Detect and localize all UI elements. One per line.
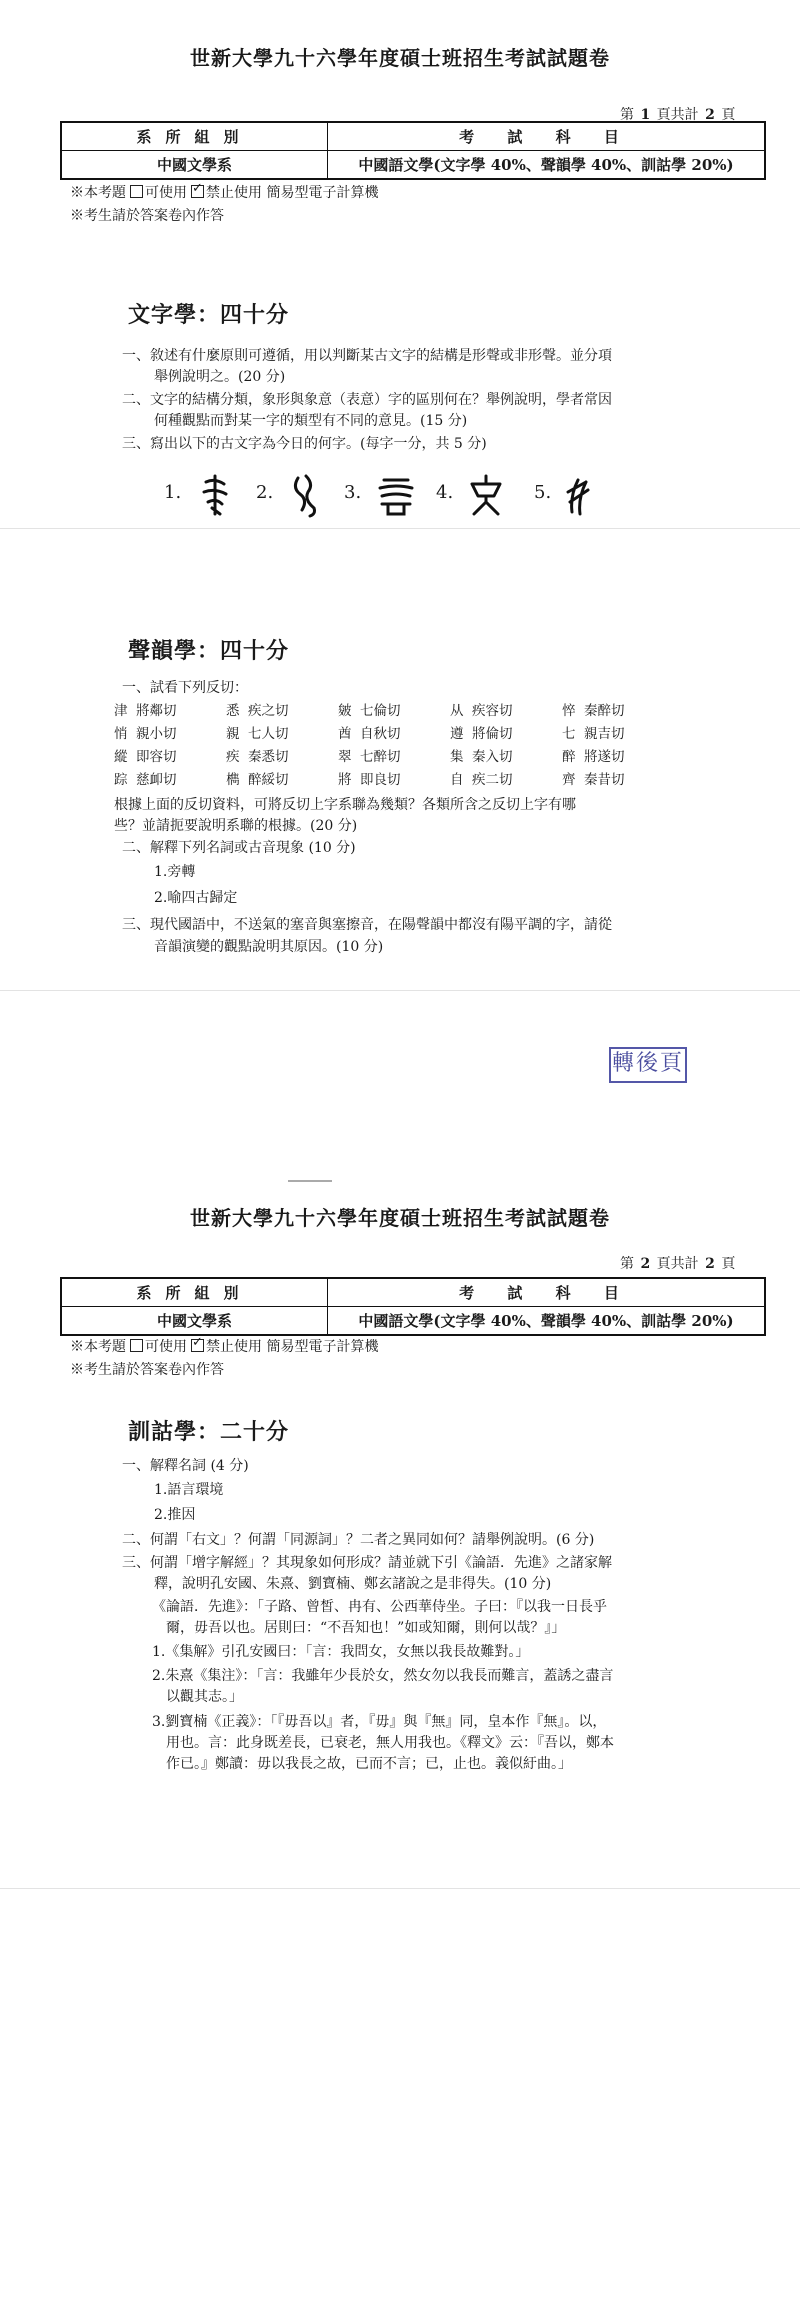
commentary-3-line2: 用也。言：此身既差長，已衰老，無人用我也。《釋文》云：『吾以，鄭本 <box>166 1735 614 1751</box>
glyph-number-4: 4. <box>436 482 454 503</box>
ancient-glyph-1-icon <box>198 472 232 518</box>
exam-header-table <box>60 1277 766 1336</box>
page-num: 2 <box>640 1256 651 1272</box>
exam-title: 世新大學九十六學年度碩士班招生考試試題卷 <box>190 1206 610 1230</box>
dept-value: 中國文學系 <box>61 1307 328 1336</box>
fanqie-char: 醉 <box>562 748 576 765</box>
allowed-label: 可使用 <box>145 185 187 201</box>
fanqie-char: 翠 <box>338 748 352 765</box>
page-total: 2 <box>705 1256 715 1272</box>
wenzi-q2-line2: 何種觀點而對某一字的類型有不同的意見。(15 分) <box>154 413 468 429</box>
commentary-3-line1: 3.劉寶楠《正義》：「『毋吾以』者，『毋』與『無』同，皇本作『無』。以， <box>152 1714 607 1730</box>
allowed-label: 可使用 <box>145 1339 187 1355</box>
fanqie-reading: 慈卹切 <box>136 771 177 788</box>
section-title-shengyun: 聲韻學：四十分 <box>128 638 290 664</box>
exam-title: 世新大學九十六學年度碩士班招生考試試題卷 <box>190 46 610 70</box>
fanqie-reading: 將遂切 <box>584 748 625 765</box>
fanqie-char: 津 <box>114 702 128 719</box>
ancient-glyph-2-icon <box>288 472 320 518</box>
answer-note: ※考生請於答案卷內作答 <box>70 1362 224 1378</box>
fanqie-char: 从 <box>450 702 464 719</box>
forbidden-label: 禁止使用 <box>206 1339 262 1355</box>
col-subject-header: 考 試 科 目 <box>328 122 766 151</box>
page-label-mid: 頁共計 <box>656 107 699 123</box>
subject-value: 中國語文學(文字學 40%、聲韻學 40%、訓詁學 20%) <box>328 1307 766 1336</box>
wenzi-q2-line1: 二、文字的結構分類，象形與象意（表意）字的區別何在？舉例說明，學者常因 <box>122 392 612 408</box>
glyph-number-2: 2. <box>256 482 274 503</box>
fanqie-reading: 秦悉切 <box>248 748 289 765</box>
fanqie-char: 集 <box>450 748 464 765</box>
commentary-2-line1: 2.朱熹《集注》：「言：我雖年少長於女，然女勿以我長而難言，蓋誘之盡言 <box>152 1668 614 1684</box>
fanqie-table <box>114 697 674 789</box>
fanqie-char: 自 <box>450 771 464 788</box>
fanqie-char: 皴 <box>338 702 352 719</box>
xungu-q3-line2: 釋，說明孔安國、朱熹、劉寶楠、鄭玄諸說之是非得失。(10 分) <box>154 1576 552 1592</box>
page-num: 1 <box>640 107 651 123</box>
fanqie-char: 踪 <box>114 771 128 788</box>
calc-prefix: ※本考題 <box>70 1339 126 1355</box>
calculator-note <box>70 1336 378 1356</box>
calc-suffix: 簡易型電子計算機 <box>266 185 379 201</box>
commentary-1: 1.《集解》引孔安國曰：「言：我問女，女無以我長故難對。」 <box>152 1644 530 1660</box>
fanqie-row <box>114 720 674 743</box>
ancient-glyph-4-icon <box>466 472 506 518</box>
fanqie-char: 悉 <box>226 702 240 719</box>
fanqie-reading: 即良切 <box>360 771 401 788</box>
calc-suffix: 簡易型電子計算機 <box>266 1339 379 1355</box>
exam-page-1 <box>0 0 800 1000</box>
lunyu-quote-line1: 《論語．先進》：「子路、曾皙、冉有、公西華侍坐。子曰：『以我一日長乎 <box>152 1599 607 1615</box>
fanqie-char: 親 <box>226 725 240 742</box>
fanqie-row <box>114 766 674 789</box>
glyph-number-1: 1. <box>164 482 182 503</box>
fanqie-reading: 疾二切 <box>472 771 513 788</box>
fanqie-reading: 親小切 <box>136 725 177 742</box>
shengyun-q1-line2: 根據上面的反切資料，可將反切上字系聯為幾類？各類所含之反切上字有哪 <box>114 797 576 813</box>
fanqie-reading: 將倫切 <box>472 725 513 742</box>
xungu-q3-line1: 三、何謂「增字解經」？其現象如何形成？請並就下引《論語．先進》之諸家解 <box>122 1555 612 1571</box>
section-title-xungu: 訓詁學：二十分 <box>128 1419 290 1445</box>
forbidden-checkbox-checked <box>191 1339 204 1352</box>
ancient-glyph-3-icon <box>376 472 416 518</box>
forbidden-checkbox-checked <box>191 185 204 198</box>
ancient-glyph-5-icon <box>564 472 594 518</box>
section-divider <box>0 1888 800 1889</box>
page-label-mid: 頁共計 <box>656 1256 699 1272</box>
fanqie-char: 酋 <box>338 725 352 742</box>
shengyun-q3-line2: 音韻演變的觀點說明其原因。(10 分) <box>154 939 384 955</box>
fanqie-reading: 七倫切 <box>360 702 401 719</box>
page-label-suffix: 頁 <box>721 107 736 123</box>
fanqie-reading: 七醉切 <box>360 748 401 765</box>
fanqie-char: 疾 <box>226 748 240 765</box>
shengyun-q3-line1: 三、現代國語中，不送氣的塞音與塞擦音，在陽聲韻中都沒有陽平調的字，請從 <box>122 917 612 933</box>
ancient-glyph-row <box>160 472 600 522</box>
wenzi-q1-line2: 舉例說明之。(20 分) <box>154 369 286 385</box>
commentary-2-line2: 以觀其志。」 <box>166 1689 243 1705</box>
fanqie-reading: 疾容切 <box>472 702 513 719</box>
page-total: 2 <box>705 107 715 123</box>
fanqie-char: 縱 <box>114 748 128 765</box>
fanqie-char: 七 <box>562 725 576 742</box>
exam-page-2 <box>0 1150 800 1910</box>
forbidden-label: 禁止使用 <box>206 185 262 201</box>
calc-prefix: ※本考題 <box>70 185 126 201</box>
page-label-prefix: 第 <box>620 107 634 123</box>
calculator-note <box>70 182 378 202</box>
col-dept-header: 系所組別 <box>61 122 328 151</box>
fanqie-row <box>114 743 674 766</box>
page-number <box>620 1253 735 1273</box>
page-label-prefix: 第 <box>620 1256 634 1272</box>
shengyun-q2-item-1: 1.旁轉 <box>154 864 196 880</box>
fanqie-row <box>114 697 674 720</box>
page-label-suffix: 頁 <box>721 1256 736 1272</box>
fanqie-reading: 疾之切 <box>248 702 289 719</box>
section-divider <box>0 528 800 529</box>
subject-value: 中國語文學(文字學 40%、聲韻學 40%、訓詁學 20%) <box>328 151 766 180</box>
answer-note: ※考生請於答案卷內作答 <box>70 208 224 224</box>
fanqie-reading: 秦醉切 <box>584 702 625 719</box>
glyph-number-5: 5. <box>534 482 552 503</box>
fanqie-reading: 將鄰切 <box>136 702 177 719</box>
shengyun-q2-item-2: 2.喻四古歸定 <box>154 890 238 906</box>
wenzi-q1-line1: 一、敘述有什麼原則可遵循，用以判斷某古文字的結構是形聲或非形聲。並分項 <box>122 348 612 364</box>
fanqie-char: 將 <box>338 771 352 788</box>
fanqie-reading: 自秋切 <box>360 725 401 742</box>
fanqie-reading: 即容切 <box>136 748 177 765</box>
turn-page-stamp: 轉後頁 <box>609 1047 687 1083</box>
xungu-q1-item-2: 2.推因 <box>154 1507 196 1523</box>
allowed-checkbox <box>130 1339 143 1352</box>
fanqie-reading: 秦入切 <box>472 748 513 765</box>
xungu-q1-item-1: 1.語言環境 <box>154 1482 224 1498</box>
fanqie-reading: 醉綏切 <box>248 771 289 788</box>
wenzi-q3: 三、寫出以下的古文字為今日的何字。(每字一分，共 5 分) <box>122 436 487 452</box>
section-divider <box>0 990 800 991</box>
dept-value: 中國文學系 <box>61 151 328 180</box>
fanqie-char: 悄 <box>114 725 128 742</box>
fanqie-char: 遵 <box>450 725 464 742</box>
shengyun-q1-line3: 些？並請扼要說明系聯的根據。(20 分) <box>114 818 358 834</box>
fanqie-char: 悴 <box>562 702 576 719</box>
fanqie-char: 檇 <box>226 771 240 788</box>
col-subject-header: 考 試 科 目 <box>328 1278 766 1307</box>
exam-header-table <box>60 121 766 180</box>
lunyu-quote-line2: 爾，毋吾以也。居則曰：“不吾知也！”如或知爾，則何以哉？』」 <box>166 1620 566 1636</box>
shengyun-q1: 一、試看下列反切： <box>122 680 248 696</box>
glyph-number-3: 3. <box>344 482 362 503</box>
fanqie-reading: 七人切 <box>248 725 289 742</box>
section-title-wenzi: 文字學：四十分 <box>128 302 290 328</box>
xungu-q2: 二、何謂「右文」？何謂「同源詞」？二者之異同如何？請舉例說明。(6 分) <box>122 1532 595 1548</box>
commentary-3-line3: 作已。』鄭讀：毋以我長之故，已而不言；已，止也。義似紆曲。」 <box>166 1756 572 1772</box>
allowed-checkbox <box>130 185 143 198</box>
fanqie-char: 齊 <box>562 771 576 788</box>
fanqie-reading: 秦昔切 <box>584 771 625 788</box>
col-dept-header: 系所組別 <box>61 1278 328 1307</box>
xungu-q1: 一、解釋名詞 (4 分) <box>122 1458 249 1474</box>
shengyun-q2: 二、解釋下列名詞或古音現象 (10 分) <box>122 840 356 856</box>
fanqie-reading: 親吉切 <box>584 725 625 742</box>
